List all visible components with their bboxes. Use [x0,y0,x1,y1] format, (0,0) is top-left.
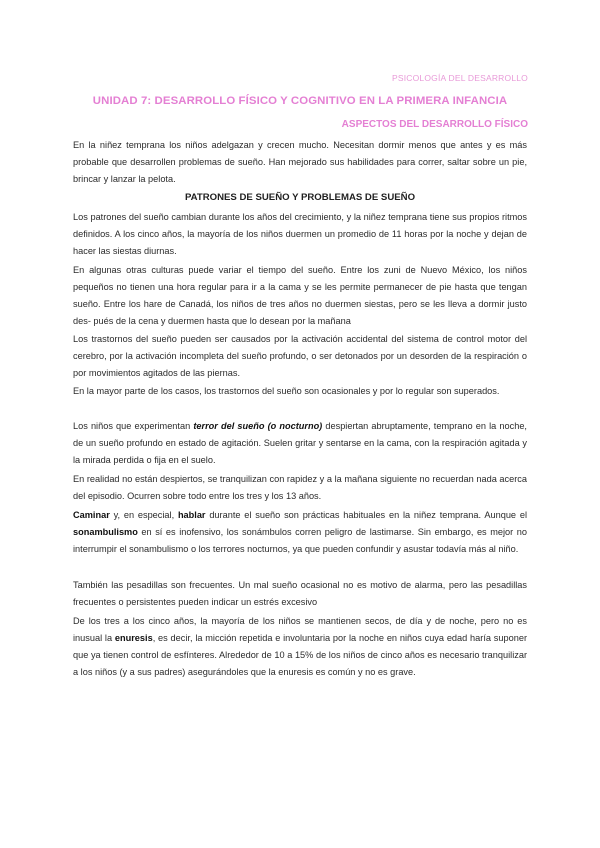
paragraph-cultures: En algunas otras culturas puede variar el tiempo del sueño. Entre los zuni de Nuevo México, los niños pequeños no tienen una hora regular para ir a la cama y se les permite permanecer de pie hasta que tengan sueño. Entre los hare de Canadá, los niños de tres años no duermen siestas, pero se les lleva a dormir justo des- pués de la cena y duermen hasta que lo desean por la mañana [73,265,527,326]
paragraph-text: en sí es inofensivo, los sonámbulos corren peligro de lastimarse. Sin embargo, es mejor no interrumpir el sonambulismo o los terrores nocturnos, ya que pueden confundir y asustar todavía más al niño. [73,527,527,554]
paragraph-text: despiertan abruptamente, temprano en la noche, de un sueño profundo en estado de agitación. Suelen gritar y sentarse en la cama, con la respiración agitada y la mirada perdida o fija en el suelo. [73,421,527,465]
running-header: PSICOLOGÍA DEL DESARROLLO [391,73,528,83]
emphasis-term: terror del sueño (o nocturno) [193,421,323,431]
paragraph-text: Los niños que experimentan [73,421,194,431]
paragraph-text: durante el sueño son prácticas habituales en la niñez temprana. Aunque el [205,510,527,520]
section-title: ASPECTOS DEL DESARROLLO FÍSICO [341,119,528,130]
intro-paragraph: En la niñez temprana los niños adelgazan y crecen mucho. Necesitan dormir menos que antes y es más probable que desarrollen problemas de sueño. Han mejorado sus habilidades para correr, saltar sobre un pie, brincar y lanzar la pelota. [73,140,527,184]
paragraph-nightmares: También las pesadillas son frecuentes. Un mal sueño ocasional no es motivo de alarma, pero las pesadillas frecuentes o persistentes pueden indicar un estrés excesivo [73,580,527,607]
paragraph-sleep-disorders: Los trastornos del sueño pueden ser causados por la activación accidental del sistema de control motor del cerebro, por la activación incompleta del sueño profundo, o ser detonados por un desorden de la respiración o por movimientos agitados de las piernas. [73,334,527,378]
paragraph-sleepwalking [73,507,527,558]
bold-term: hablar [177,510,206,520]
paragraph-enuresis [73,613,527,681]
paragraph-night-terror [73,418,527,469]
paragraph-occasional: En la mayor parte de los casos, los trastornos del sueño son ocasionales y por lo regular son superados. [73,386,500,396]
subheading: PATRONES DE SUEÑO Y PROBLEMAS DE SUEÑO [184,192,416,203]
paragraph-text: , es decir, la micción repetida e involuntaria por la noche en niños cuya edad haría suponer que ya tienen control de esfínteres. Alrededor de 10 a 15% de los niños de cinco años es necesario tranquilizar a los niños (y a sus padres) asegurándoles que la enuresis es común y no es grave. [73,633,528,677]
unit-title: UNIDAD 7: DESARROLLO FÍSICO Y COGNITIVO EN LA PRIMERA INFANCIA [92,95,508,107]
paragraph-sleep-patterns: Los patrones del sueño cambian durante los años del crecimiento, y la niñez temprana tiene sus propios ritmos definidos. A los cinco años, la mayoría de los niños duermen un promedio de 11 horas por la noche y dejan de hacer las siestas diurnas. [73,212,527,256]
paragraph-not-awake: En realidad no están despiertos, se tranquilizan con rapidez y a la mañana siguiente no recuerdan nada acerca del episodio. Ocurren sobre todo entre los tres y los 13 años. [73,474,527,501]
bold-term: enuresis [114,633,153,643]
bold-term: Caminar [73,510,110,520]
paragraph-text: De los tres a los cinco años, la mayoría de los niños se mantienen secos, de día y de noche, pero no es inusual la [73,616,527,643]
paragraph-text: y, en especial, [109,510,178,520]
bold-term: sonambulismo [73,527,138,537]
